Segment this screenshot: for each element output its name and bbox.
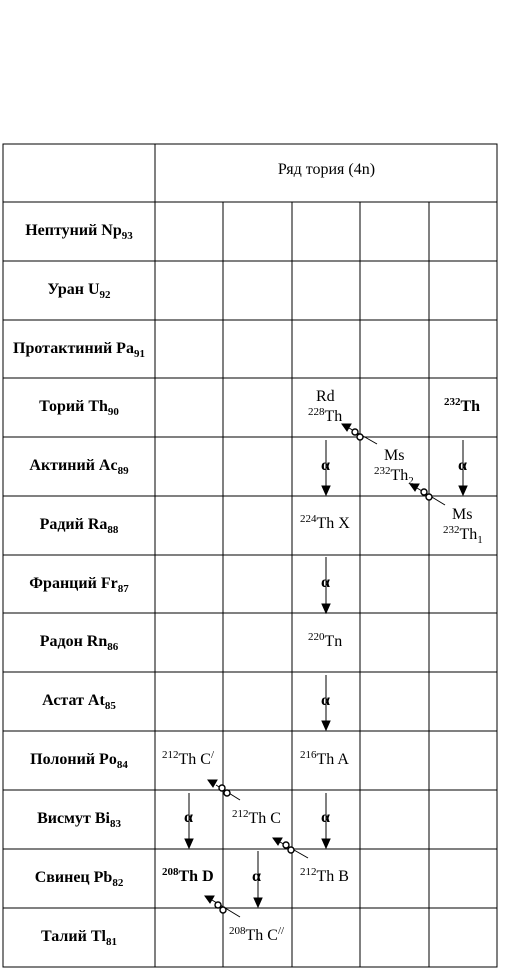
element-row-label: Свинец $Pb_{82}$ xyxy=(34,869,124,889)
element-row-label: Уран $U_{92}$ xyxy=(47,281,111,301)
alpha-label: α xyxy=(458,457,467,474)
alpha-label: α xyxy=(321,457,330,474)
nuclide-rdth-prefix: Rd xyxy=(316,388,335,405)
element-row-label: Радий $Ra_{88}$ xyxy=(39,516,119,536)
alpha-label: α xyxy=(321,809,330,826)
element-row-label: Радон $Rn_{86}$ xyxy=(39,633,119,653)
alpha-label: α xyxy=(321,692,330,709)
series-title: Ряд тория (4n) xyxy=(277,161,376,178)
element-row-label: Протактиний $Pa_{91}$ xyxy=(13,340,145,360)
nuclide-thc-double-prime: $^{208}$Th C// xyxy=(229,925,285,944)
element-row-label: Висмут $Bi_{83}$ xyxy=(37,810,121,830)
element-row-label: Франций $Fr_{87}$ xyxy=(29,575,129,595)
nuclide-msth1: $^{232}Th_1$ xyxy=(443,524,483,546)
alpha-label: α xyxy=(252,868,261,885)
alpha-label: α xyxy=(184,809,193,826)
nuclide-msth2: $^{232}Th_2$ xyxy=(374,465,414,487)
nuclide-thd: $^{208}$Th D xyxy=(162,866,214,885)
nuclide-thx: $^{224}$Th X xyxy=(300,513,350,532)
element-row-label: Актиний $Ac_{89}$ xyxy=(29,457,129,477)
nuclide-thc-prime: $^{212}$Th C/ xyxy=(162,749,215,768)
alpha-label: α xyxy=(321,574,330,591)
element-row-label: Нептуний $Np_{93}$ xyxy=(25,222,133,242)
nuclide-tn: $^{220}$Tn xyxy=(308,631,343,650)
element-row-label: Талий $Tl_{81}$ xyxy=(41,928,117,948)
nuclide-msth1-prefix: Ms xyxy=(452,506,473,523)
nuclide-thb: $^{212}$Th B xyxy=(300,866,349,885)
element-row-label: Астат $At_{85}$ xyxy=(42,692,116,712)
nuclide-rdth: $^{228}$Th xyxy=(308,406,343,425)
nuclide-th232: $^{232}$Th xyxy=(444,396,481,415)
element-row-label: Торий $Th_{90}$ xyxy=(39,398,119,418)
nuclide-tha: $^{216}$Th A xyxy=(300,749,349,768)
element-row-label: Полоний $Po_{84}$ xyxy=(30,751,128,771)
nuclide-thc: $^{212}$Th C xyxy=(232,808,281,827)
nuclide-msth2-prefix: Ms xyxy=(384,447,405,464)
